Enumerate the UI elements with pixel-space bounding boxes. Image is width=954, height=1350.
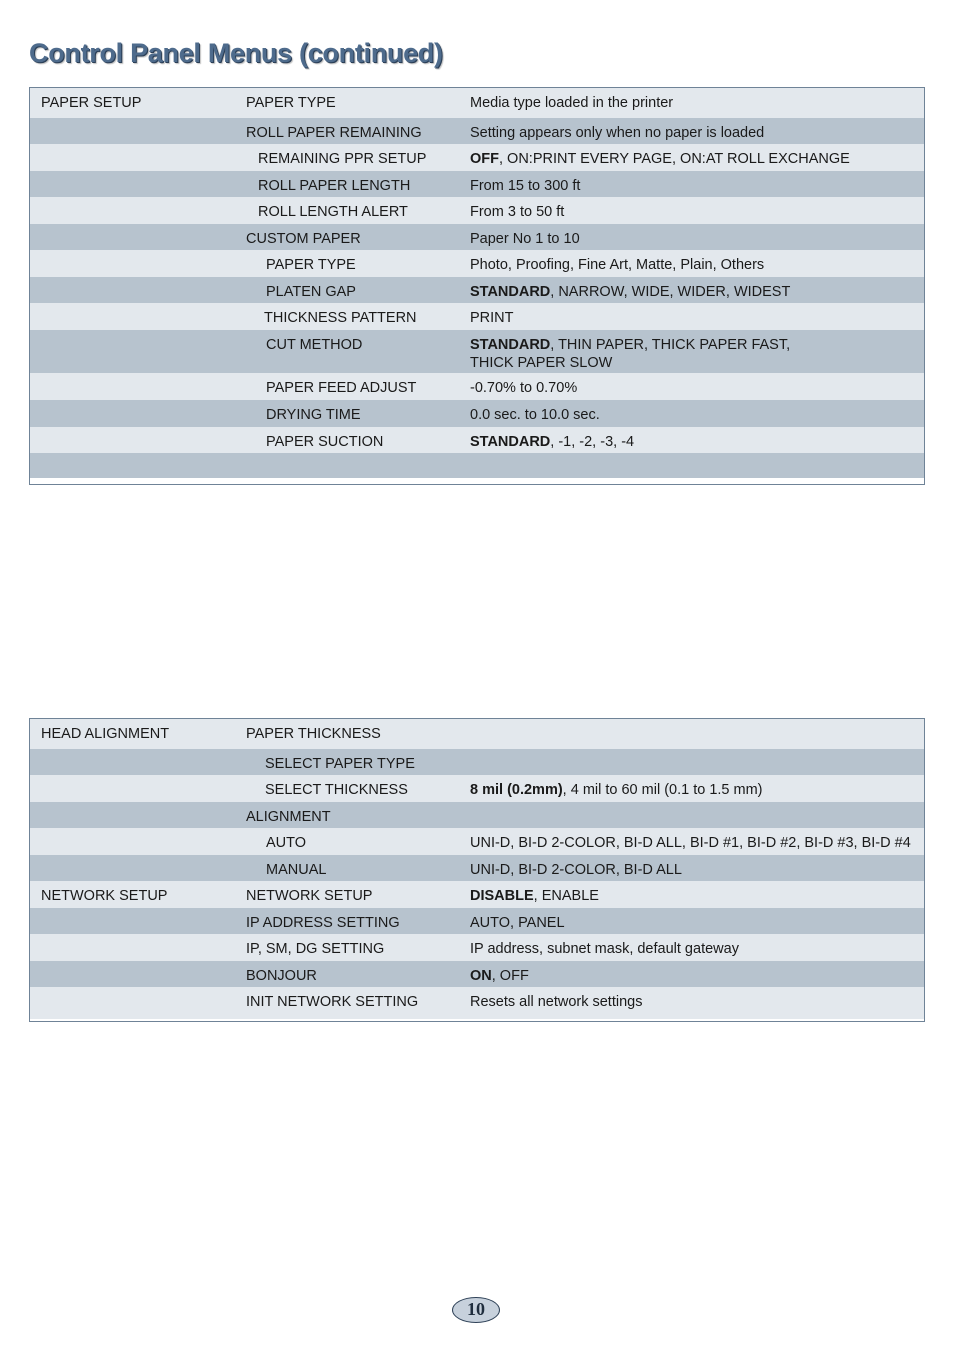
menu-setting: DRYING TIME: [266, 407, 361, 423]
table-row: [30, 330, 924, 373]
option-values: AUTO, PANEL: [470, 915, 565, 931]
menu-category: NETWORK SETUP: [41, 888, 168, 904]
option-values: Paper No 1 to 10: [470, 231, 580, 247]
table-row: [30, 987, 924, 1019]
option-values: , NARROW, WIDE, WIDER, WIDEST: [550, 284, 791, 300]
menu-setting: ROLL LENGTH ALERT: [258, 204, 408, 220]
menu-options: [470, 124, 924, 142]
menu-setting: INIT NETWORK SETTING: [246, 994, 419, 1010]
table-row: [30, 197, 924, 224]
menu-options: [470, 406, 924, 424]
menu-setting: PAPER THICKNESS: [246, 726, 381, 742]
option-values: Photo, Proofing, Fine Art, Matte, Plain, Others: [470, 257, 765, 273]
table-row: [30, 118, 924, 144]
table-row: [30, 719, 924, 749]
table-row: [30, 934, 924, 961]
table-row: [30, 224, 924, 250]
menu-options: [470, 993, 924, 1011]
table-row: [30, 855, 924, 881]
table-row: [30, 828, 924, 855]
menu-setting: CUSTOM PAPER: [246, 231, 361, 247]
menu-options: [470, 336, 924, 372]
menu-setting: PLATEN GAP: [266, 284, 356, 300]
table-row: [30, 171, 924, 197]
menu-setting: PAPER FEED ADJUST: [266, 380, 417, 396]
default-option: OFF: [470, 151, 499, 167]
menu-options: [470, 379, 924, 397]
menu-category: PAPER SETUP: [41, 95, 142, 111]
menu-setting: ROLL PAPER REMAINING: [246, 125, 422, 141]
option-values: IP address, subnet mask, default gateway: [470, 941, 739, 957]
menu-options: [470, 256, 924, 274]
menu-setting: BONJOUR: [246, 968, 317, 984]
table-row: [30, 303, 924, 330]
table-row: [30, 802, 924, 828]
table-row: [30, 775, 924, 802]
menu-options: [470, 940, 924, 958]
table-row: [30, 88, 924, 118]
paper-setup-table: [29, 87, 925, 485]
menu-options: [470, 203, 924, 221]
menu-options: [470, 230, 924, 248]
page-number: 10: [452, 1297, 500, 1323]
menu-options: [470, 887, 924, 905]
table-row: [30, 453, 924, 478]
menu-setting: PAPER TYPE: [246, 95, 336, 111]
default-option: STANDARD: [470, 434, 551, 450]
option-values: Media type loaded in the printer: [470, 95, 674, 111]
option-values: Resets all network settings: [470, 994, 643, 1010]
menu-setting: PAPER SUCTION: [266, 434, 384, 450]
default-option: 8 mil (0.2mm): [470, 782, 563, 798]
default-option: ON: [470, 968, 492, 984]
menu-options: [470, 283, 924, 301]
menu-category: HEAD ALIGNMENT: [41, 726, 170, 742]
table-row: [30, 277, 924, 303]
option-values: UNI-D, BI-D 2-COLOR, BI-D ALL, BI-D #1, BI-D #2, BI-D #3, BI-D #4: [470, 835, 911, 851]
option-values: , OFF: [491, 968, 529, 984]
menu-setting: AUTO: [266, 835, 307, 851]
table-row: [30, 250, 924, 277]
option-values: PRINT: [470, 310, 514, 326]
table-row: [30, 881, 924, 908]
option-values: , -1, -2, -3, -4: [550, 434, 635, 450]
menu-options: [470, 834, 924, 852]
menu-options: [470, 433, 924, 451]
option-values-line2: THICK PAPER SLOW: [470, 355, 613, 371]
menu-options: [470, 781, 924, 799]
menu-options: [470, 861, 924, 879]
menu-setting: CUT METHOD: [266, 337, 363, 353]
menu-options: [470, 94, 924, 112]
table-row: [30, 427, 924, 453]
table-row: [30, 749, 924, 775]
menu-options: [470, 150, 924, 168]
table-row: [30, 908, 924, 934]
option-values: From 15 to 300 ft: [470, 178, 581, 194]
menu-setting: ALIGNMENT: [246, 809, 331, 825]
table-row: [30, 373, 924, 400]
default-option: STANDARD: [470, 284, 551, 300]
menu-setting: THICKNESS PATTERN: [264, 310, 417, 326]
menu-setting: SELECT PAPER TYPE: [265, 756, 415, 772]
default-option: STANDARD: [470, 337, 551, 353]
option-values: Setting appears only when no paper is loaded: [470, 125, 765, 141]
menu-setting: NETWORK SETUP: [246, 888, 373, 904]
menu-setting: ROLL PAPER LENGTH: [258, 178, 411, 194]
menu-setting: IP, SM, DG SETTING: [246, 941, 385, 957]
table-row: [30, 144, 924, 171]
menu-options: [470, 309, 924, 327]
menu-setting: SELECT THICKNESS: [265, 782, 408, 798]
option-values: 0.0 sec. to 10.0 sec.: [470, 407, 600, 423]
option-values: , ON:PRINT EVERY PAGE, ON:AT ROLL EXCHANGE: [499, 151, 850, 167]
option-values: , 4 mil to 60 mil (0.1 to 1.5 mm): [562, 782, 763, 798]
option-values: -0.70% to 0.70%: [470, 380, 578, 396]
menu-setting: MANUAL: [266, 862, 327, 878]
option-values: From 3 to 50 ft: [470, 204, 565, 220]
menu-setting: PAPER TYPE: [266, 257, 356, 273]
menu-options: [470, 177, 924, 195]
menu-setting: IP ADDRESS SETTING: [246, 915, 400, 931]
head-alignment-network-table: [29, 718, 925, 1022]
default-option: DISABLE: [470, 888, 534, 904]
option-values: , THIN PAPER, THICK PAPER FAST,: [550, 337, 791, 353]
menu-setting: REMAINING PPR SETUP: [258, 151, 427, 167]
option-values: UNI-D, BI-D 2-COLOR, BI-D ALL: [470, 862, 682, 878]
table-row: [30, 961, 924, 987]
table-row: [30, 400, 924, 427]
page-title: Control Panel Menus (continued): [29, 38, 443, 68]
option-values: , ENABLE: [533, 888, 599, 904]
menu-options: [470, 914, 924, 932]
menu-options: [470, 967, 924, 985]
